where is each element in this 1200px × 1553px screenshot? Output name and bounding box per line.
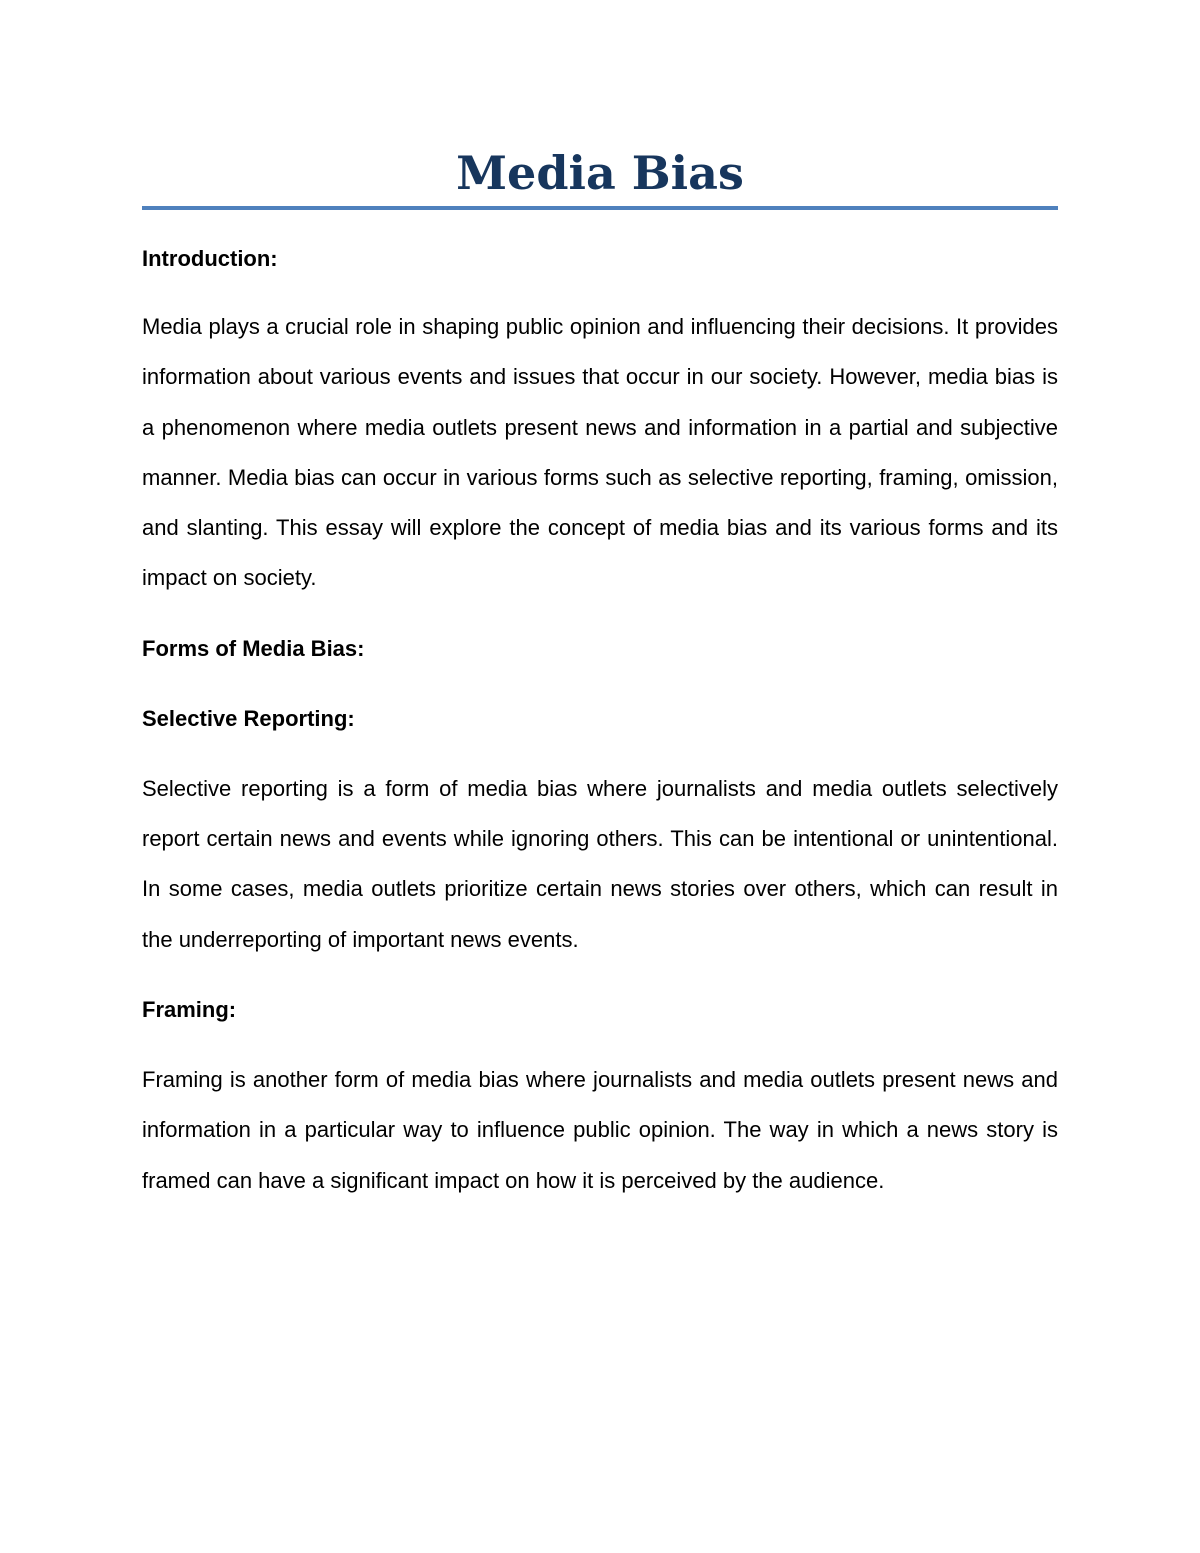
document-title: Media Bias xyxy=(456,146,744,200)
heading-selective-reporting: Selective Reporting: xyxy=(142,705,355,731)
paragraph-framing: Framing is another form of media bias where journalists and media outlets present news and information in a particular way to influence public opinion. The way in which a news story is framed can have a significant impact on how it is perceived by the audience. xyxy=(142,1066,1058,1193)
heading-introduction: Introduction: xyxy=(142,246,278,271)
title-underline xyxy=(142,206,1058,210)
heading-forms-of-media-bias: Forms of Media Bias: xyxy=(142,635,365,661)
heading-framing: Framing: xyxy=(142,996,237,1022)
paragraph-introduction: Media plays a crucial role in shaping public opinion and influencing their decisions. It provides information about various events and issues that occur in our society. However, media bias is a phenomenon where media outlets present news and information in a partial and subjective manner. Media bias can occur in various forms such as selective reporting, framing, omission, and slanting. This essay will explore the concept of media bias and its various forms and its impact on society. xyxy=(142,314,1058,591)
paragraph-selective-reporting: Selective reporting is a form of media bias where journalists and media outlets selectively report certain news and events while ignoring others. This can be intentional or unintentional. In some cases, media outlets prioritize certain news stories over others, which can result in the underreporting of important news events. xyxy=(142,775,1058,952)
document-page xyxy=(142,140,1058,1206)
